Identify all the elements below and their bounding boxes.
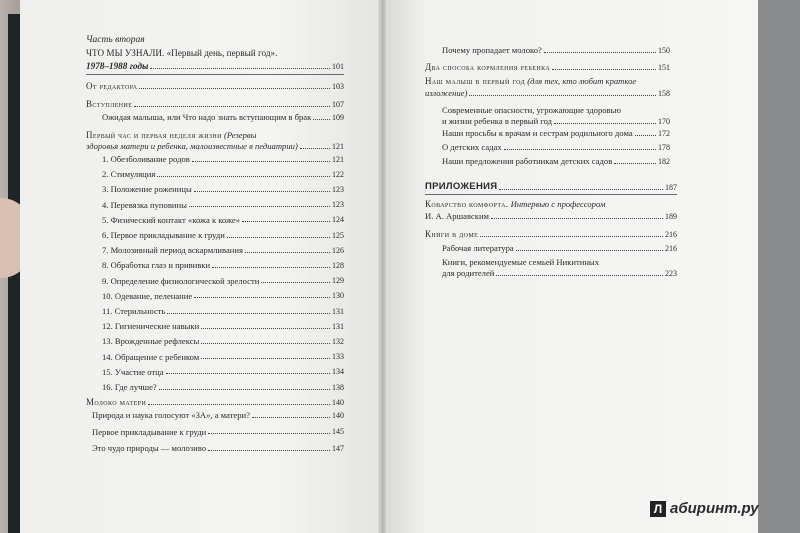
toc-entry-gardens: О детских садах 178 <box>442 142 670 152</box>
toc-entry-appendix: ПРИЛОЖЕНИЯ 187 <box>425 181 677 192</box>
toc-entry-literature: Рабочая литература 216 <box>442 243 677 253</box>
toc-entry: 2. Стимуляция 122 <box>102 169 344 180</box>
toc-entry-expecting: Ожидая малыша, или Что надо знать вступающим в брак 109 <box>102 112 344 122</box>
background-right <box>758 0 800 533</box>
toc-entry-proposals: Наши предложения работникам детских садов 182 <box>442 156 670 166</box>
toc-entry-two-ways: Два способа кормления ребенка 151 <box>425 62 670 72</box>
part-label: Часть вторая <box>86 35 145 45</box>
toc-entry-baby: изложение) 158 <box>425 88 670 98</box>
toc-entry: 7. Молозивный период вскармливания 126 <box>102 245 344 256</box>
toc-entry-recommended: для родителей 223 <box>442 268 677 278</box>
toc-entry: 10. Одевание, пеленание 130 <box>102 290 344 301</box>
watermark-logo <box>650 500 759 517</box>
toc-entry: Природа и наука голосуют «ЗА», а матери? 140 <box>92 410 344 420</box>
toc-entry-dangers: и жизни ребенка в первый год 170 <box>442 116 670 126</box>
divider <box>86 74 344 75</box>
toc-entry: 9. Определение физиологической зрелости 129 <box>102 275 344 286</box>
toc-entry-comfort-line1: Коварство комфорта. Интервью с профессором <box>425 199 606 209</box>
toc-entry-first-hour-line1: Первый час и первая неделя жизни (Резервы <box>86 130 257 140</box>
toc-entry: 1. Обезболивание родов 121 <box>102 154 344 164</box>
toc-entry-comfort: И. А. Аршавским 189 <box>425 211 677 221</box>
divider <box>425 194 677 195</box>
watermark-text: абиринт.ру <box>670 500 759 517</box>
part-title-line1: ЧТО МЫ УЗНАЛИ. «Первый день, первый год». <box>86 48 278 58</box>
book-gutter <box>378 0 386 533</box>
toc-entry-editor: От редактора 103 <box>86 81 344 91</box>
toc-entry-milk-disappear: Почему пропадает молоко? 150 <box>442 45 670 55</box>
toc-entry: 13. Врожденные рефлексы 132 <box>102 336 344 347</box>
toc-entry-requests: Наши просьбы к врачам и сестрам родильного дома 172 <box>442 128 670 138</box>
toc-entry: 3. Положение роженицы 123 <box>102 184 344 195</box>
toc-entry: 11. Стерильность 131 <box>102 306 344 316</box>
toc-entry: 5. Физический контакт «кожа к коже» 124 <box>102 214 344 225</box>
toc-entry: 15. Участие отца 134 <box>102 366 344 377</box>
toc-entry-first-hour: здоровья матери и ребенка, малоизвестные в педиатрии) 121 <box>86 141 344 151</box>
toc-entry: 16. Где лучше? 138 <box>102 382 344 392</box>
toc-entry-dangers-line1: Современные опасности, угрожающие здоровью <box>442 105 621 115</box>
toc-entry-books: Книги в доме 216 <box>425 229 677 239</box>
watermark-badge: Л <box>650 501 666 517</box>
toc-entry-intro: Вступление 107 <box>86 99 344 109</box>
toc-entry: 4. Перевязка пуповины 123 <box>102 199 344 210</box>
toc-entry: 14. Обращение с ребенком 133 <box>102 351 344 362</box>
toc-entry-baby-line1: Наш малыш в первый год (для тех, кто любит краткое <box>425 76 637 86</box>
toc-entry: Это чудо природы — молозиво 147 <box>92 443 344 453</box>
toc-entry: Первое прикладывание к груди 145 <box>92 426 344 437</box>
toc-entry-recommended-line1: Книги, рекомендуемые семьей Никитиных <box>442 257 599 267</box>
toc-entry: 8. Обработка глаз и прививки 128 <box>102 260 344 271</box>
toc-entry-part: 1978–1988 годы 101 <box>86 61 344 72</box>
toc-entry: 12. Гигиенические навыки 131 <box>102 321 344 332</box>
toc-entry: 6. Первое прикладывание к груди 125 <box>102 230 344 240</box>
toc-entry-milk: Молоко матери 140 <box>86 397 344 407</box>
